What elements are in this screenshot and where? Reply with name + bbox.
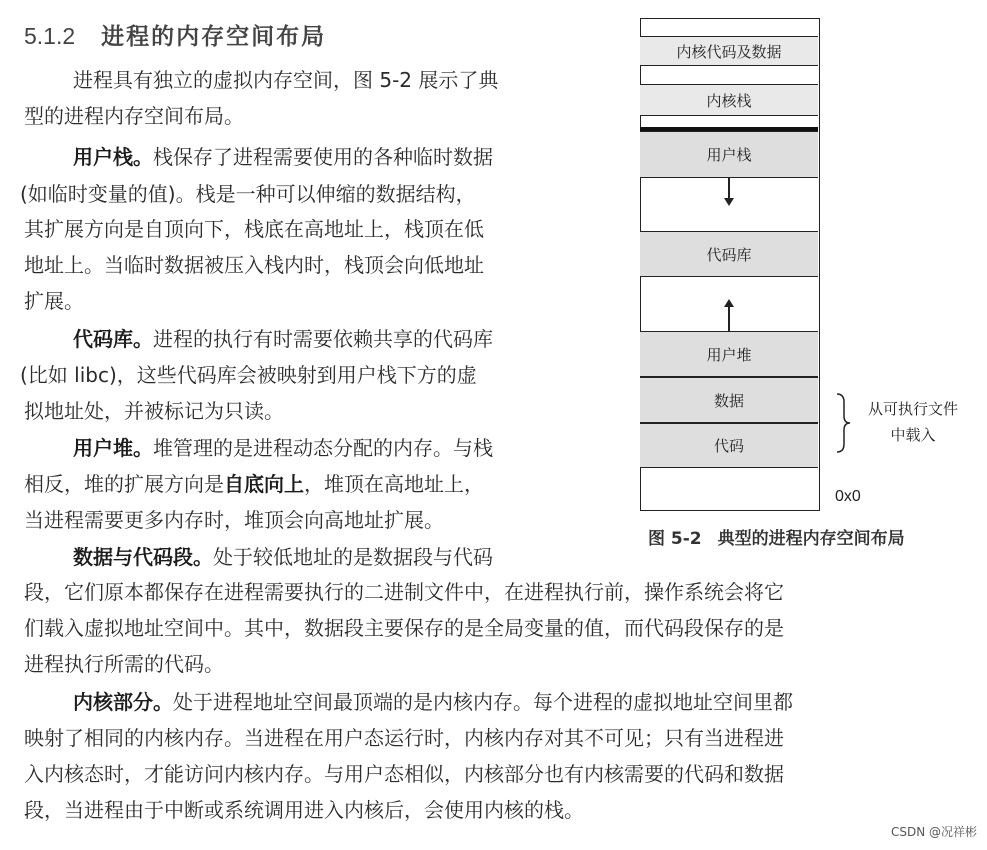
heap-line-3: 当进程需要更多内存时，堆顶会向高地址扩展。 <box>24 508 444 532</box>
figure-caption <box>648 524 905 549</box>
kernel-line-1: 内核部分。处于进程地址空间最顶端的是内核内存。每个进程的虚拟地址空间里都 <box>73 690 793 714</box>
segment-user-stack: 用户栈 <box>640 131 818 178</box>
stack-term: 用户栈。 <box>73 145 153 169</box>
lib-term: 代码库。 <box>73 327 153 351</box>
address-zero-label: 0x0 <box>835 488 861 505</box>
memory-layout-diagram <box>640 18 820 513</box>
lib-line-2: (比如 libc)，这些代码库会被映射到用户栈下方的虚 <box>20 363 477 387</box>
intro-line-1: 进程具有独立的虚拟内存空间，图 5-2 展示了典 <box>73 68 499 92</box>
stack-line-3: 其扩展方向是自顶向下，栈底在高地址上，栈顶在低 <box>24 217 484 241</box>
kernel-line-4: 段，当进程由于中断或系统调用进入内核后，会使用内核的栈。 <box>24 798 584 822</box>
segment-user-heap: 用户堆 <box>640 331 818 377</box>
lib-line-1: 代码库。进程的执行有时需要依赖共享的代码库 <box>73 327 493 351</box>
arrow-down-icon <box>724 198 734 206</box>
heap-line-1: 用户堆。堆管理的是进程动态分配的内存。与栈 <box>73 436 493 460</box>
kernel-line-3: 入内核态时，才能访问内核内存。与用户态相似，内核部分也有内核需要的代码和数据 <box>24 762 784 786</box>
section-title: 进程的内存空间布局 <box>101 24 327 50</box>
figure-caption-text: 典型的进程内存空间布局 <box>717 529 905 549</box>
data-line-3: 们载入虚拟地址空间中。其中，数据段主要保存的是全局变量的值，而代码段保存的是 <box>24 616 784 640</box>
data-line-4: 进程执行所需的代码。 <box>24 652 224 676</box>
segment-code: 代码 <box>640 423 818 468</box>
data-line-1: 数据与代码段。处于较低地址的是数据段与代码 <box>73 545 493 569</box>
kernel-line-2: 映射了相同的内核内存。当进程在用户态运行时，内核内存对其不可见；只有当进程进 <box>24 726 784 750</box>
segment-data: 数据 <box>640 377 818 423</box>
kernel-term: 内核部分。 <box>73 690 173 714</box>
stack-line-1: 用户栈。栈保存了进程需要使用的各种临时数据 <box>73 145 493 169</box>
segment-code-library: 代码库 <box>640 231 818 277</box>
watermark: CSDN @况祥彬 <box>890 825 977 839</box>
figure-number: 图 5-2 <box>648 529 702 549</box>
section-number: 5.1.2 <box>24 23 76 49</box>
data-line-2: 段，它们原本都保存在进程需要执行的二进制文件中，在进程执行前，操作系统会将它 <box>24 580 784 604</box>
heap-emphasis: 自底向上 <box>224 472 304 496</box>
stack-line-4: 地址上。当临时数据被压入栈内时，栈顶会向低地址 <box>24 253 484 277</box>
segment-kernel-stack: 内核栈 <box>640 84 818 116</box>
stack-line-5: 扩展。 <box>24 289 84 313</box>
heap-growth-arrow <box>728 306 730 331</box>
lib-line-3: 拟地址处，并被标记为只读。 <box>24 399 284 423</box>
heap-line-2: 相反，堆的扩展方向是自底向上，堆顶在高地址上， <box>24 472 484 496</box>
segment-kernel-code-data: 内核代码及数据 <box>640 36 818 66</box>
heap-term: 用户堆。 <box>73 436 153 460</box>
brace-icon <box>834 392 854 454</box>
stack-line-2: (如临时变量的值)。栈是一种可以伸缩的数据结构， <box>20 182 476 206</box>
brace-label: 从可执行文件 中载入 <box>867 400 958 444</box>
section-heading <box>24 18 326 51</box>
intro-line-2: 型的进程内存空间布局。 <box>24 104 244 128</box>
data-term: 数据与代码段。 <box>73 545 213 569</box>
stack-growth-arrow <box>728 178 730 200</box>
